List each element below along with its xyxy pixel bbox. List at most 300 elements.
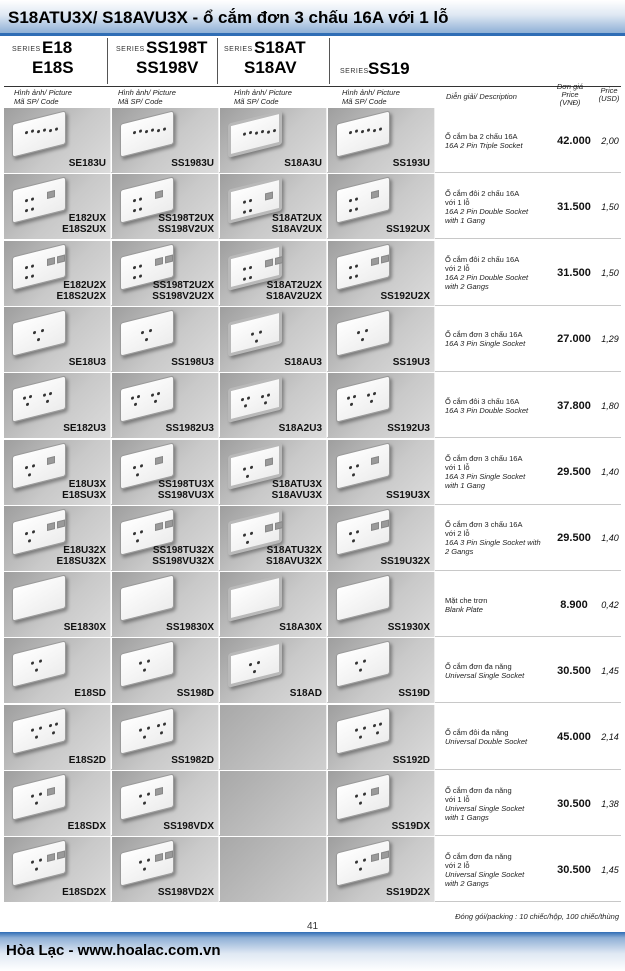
socket-hole <box>350 403 353 407</box>
socket-hole <box>347 396 350 400</box>
product-code <box>388 622 430 633</box>
socket-hole <box>147 859 150 863</box>
price-vnd: 31.500 <box>557 267 591 280</box>
product-code-line: SS198T2U2X <box>152 279 214 291</box>
price-usd: 0,42 <box>601 599 619 610</box>
socket-hole <box>25 532 28 536</box>
socket-hole <box>355 728 358 732</box>
product-code-line: SS1983U <box>171 158 214 169</box>
column-header-picture: Hình ảnh/ Picture <box>14 88 72 97</box>
socket-hole <box>249 131 252 135</box>
column-header-picture: Mã SP/ Code <box>118 97 163 106</box>
socket-hole <box>349 465 352 469</box>
page-title: S18ATU3X/ S18AVU3X - ổ cắm đơn 3 chấu 16A với 1 lỗ <box>8 8 449 27</box>
product-code <box>171 357 214 368</box>
socket-hole <box>373 129 376 133</box>
product-code <box>272 213 322 235</box>
description-vi: với 2 lỗ <box>445 860 470 870</box>
product-code-line: SS192U3 <box>387 423 430 435</box>
socket-hole <box>31 198 34 202</box>
socket-hole <box>267 393 270 397</box>
socket-image <box>12 442 66 489</box>
product-code-line: E18U32X <box>63 544 106 556</box>
price-usd: 1,50 <box>601 201 619 212</box>
footer-text: Hòa Lạc - www.hoalac.com.vn <box>6 942 221 959</box>
product-cell <box>112 108 219 173</box>
product-code-line: S18AV2UX <box>271 224 322 236</box>
product-cell <box>4 307 111 372</box>
product-code <box>152 545 214 567</box>
product-code-line: S18A3U <box>284 158 322 169</box>
table-row <box>4 638 621 703</box>
socket-hole <box>143 801 146 805</box>
packing-note: Đóng gói/packing : 10 chiếc/hộp, 100 chiếc/thùng <box>455 912 619 921</box>
socket-hole <box>249 663 252 667</box>
product-code <box>163 821 214 832</box>
gang-slot <box>155 853 163 862</box>
socket-image <box>12 773 66 820</box>
product-cell <box>112 572 219 637</box>
product-code-line: SS1982D <box>171 754 214 766</box>
product-cell <box>328 174 435 239</box>
product-code <box>74 688 106 699</box>
product-code-line: SS1930X <box>387 622 430 634</box>
socket-hole <box>55 127 58 131</box>
description-vi: Mặt che trơn <box>445 595 488 605</box>
product-code <box>166 622 214 633</box>
column-header-price-vnd: Đơn giá <box>556 82 584 91</box>
product-code-line: SS198VD2X <box>157 887 214 899</box>
socket-hole <box>39 792 42 796</box>
socket-hole <box>363 859 366 863</box>
product-description <box>445 638 555 703</box>
header-divider <box>4 86 621 87</box>
table-row <box>4 108 621 173</box>
socket-hole <box>349 275 352 279</box>
product-cell <box>328 108 435 173</box>
product-code-line: S18AVU3X <box>271 489 322 501</box>
price-usd: 2,14 <box>601 732 619 743</box>
socket-hole <box>373 723 376 727</box>
product-code-line: SS19DX <box>391 821 430 832</box>
series-block <box>338 38 438 84</box>
description-vi: với 1 lỗ <box>445 197 470 207</box>
description-vi: Ổ cắm đôi 2 chấu 16A <box>445 188 520 198</box>
table-row <box>4 572 621 637</box>
socket-image <box>228 110 282 157</box>
description-vi: Ổ cắm đơn đa năng <box>445 851 512 861</box>
socket-hole <box>352 539 355 543</box>
socket-image <box>120 574 174 621</box>
product-code-line: SS198D <box>176 688 214 700</box>
product-cell <box>4 373 111 438</box>
socket-image <box>120 840 174 887</box>
socket-hole <box>37 338 40 342</box>
price-vnd: 27.000 <box>557 333 591 346</box>
socket-hole <box>251 332 254 336</box>
socket-hole <box>147 792 150 796</box>
product-code-line: SS192D <box>392 754 430 766</box>
price-vnd: 29.500 <box>557 466 591 478</box>
product-code <box>177 688 214 699</box>
socket-image <box>336 110 390 157</box>
description-en: 16A 3 Pin Single Socket with <box>445 538 541 548</box>
product-cell <box>220 837 327 902</box>
socket-hole <box>31 794 34 798</box>
product-cell <box>4 108 111 173</box>
socket-hole <box>139 198 142 202</box>
gang-slot <box>155 257 163 266</box>
description-vi: với 1 lỗ <box>445 463 470 472</box>
socket-hole <box>264 401 267 405</box>
product-code-line: SS198U3 <box>171 356 214 368</box>
title-bar <box>0 0 625 36</box>
product-code <box>381 291 430 302</box>
socket-hole <box>243 277 246 281</box>
product-code <box>57 545 106 567</box>
description-vi: Ổ cắm đơn 3 chấu 16A <box>445 520 523 530</box>
socket-hole <box>29 395 32 399</box>
gang-slot <box>381 254 389 263</box>
product-code-line: E18SU3X <box>62 489 106 501</box>
product-cell <box>328 771 435 836</box>
socket-hole <box>133 532 136 536</box>
description-en: Universal Single Socket <box>445 803 525 813</box>
socket-hole <box>31 274 34 278</box>
socket-hole <box>355 264 358 268</box>
price-vnd: 45.000 <box>557 731 591 744</box>
socket-hole <box>49 129 52 133</box>
socket-hole <box>35 735 38 739</box>
product-cell <box>328 705 435 770</box>
product-code <box>386 887 430 898</box>
product-code <box>62 479 106 501</box>
table-row <box>4 241 621 306</box>
socket-hole <box>39 726 42 730</box>
gang-slot <box>371 190 379 199</box>
description-en: 16A 2 Pin Double Socket <box>445 273 529 283</box>
description-vi: Ổ cắm đơn đa năng <box>445 785 512 795</box>
product-cell <box>4 837 111 902</box>
product-cell <box>220 638 327 703</box>
product-code-line: SS1982U3 <box>165 423 214 435</box>
series-name: SS198V <box>136 58 199 77</box>
product-cell <box>220 572 327 637</box>
price-vnd: 29.500 <box>557 532 591 545</box>
socket-hole <box>246 474 249 478</box>
product-code-line: SS19D2X <box>386 887 430 899</box>
product-code <box>69 755 106 766</box>
product-code-line: SE183U <box>68 158 106 169</box>
gang-slot <box>165 851 173 860</box>
product-code <box>69 357 106 368</box>
gang-slot <box>275 521 283 530</box>
product-code <box>57 280 106 302</box>
series-header <box>0 38 625 86</box>
series-block <box>10 38 108 84</box>
socket-hole <box>139 728 142 732</box>
product-code <box>284 357 322 368</box>
product-code <box>393 158 430 169</box>
socket-hole <box>352 472 355 476</box>
description-en: Universal Single Socket <box>445 869 525 879</box>
product-code-line: E18SU32X <box>56 555 106 567</box>
table-row <box>4 440 621 505</box>
product-cell <box>328 307 435 372</box>
gang-slot <box>371 257 379 266</box>
socket-hole <box>243 533 246 537</box>
price-usd: 1,38 <box>601 798 619 809</box>
table-row <box>4 705 621 770</box>
series-name: E18S <box>32 58 74 77</box>
socket-hole <box>355 794 358 798</box>
product-code <box>63 423 106 434</box>
table-row <box>4 373 621 438</box>
socket-image <box>12 110 66 157</box>
gang-slot <box>47 456 55 465</box>
product-code-line: SS198VDX <box>163 821 214 832</box>
socket-hole <box>363 792 366 796</box>
socket-hole <box>349 265 352 269</box>
series-label: SERIES <box>340 68 369 75</box>
product-code-line: SS198V2UX <box>157 224 214 236</box>
product-cell <box>4 506 111 571</box>
description-en: 16A 3 Pin Single Socket <box>445 472 526 481</box>
product-cell <box>4 638 111 703</box>
socket-image <box>12 840 66 887</box>
description-en: Blank Plate <box>445 604 483 614</box>
product-cell <box>112 307 219 372</box>
column-header-price-vnd: Price <box>561 90 579 99</box>
socket-hole <box>261 395 264 399</box>
socket-hole <box>361 338 364 342</box>
socket-hole <box>355 208 358 212</box>
socket-hole <box>31 264 34 268</box>
product-code <box>398 688 430 699</box>
product-code <box>393 357 430 368</box>
product-cell <box>328 572 435 637</box>
product-code-line: S18AV2U2X <box>266 290 322 302</box>
socket-hole <box>356 463 359 467</box>
socket-image <box>120 110 174 157</box>
gang-slot <box>155 522 163 531</box>
series-name: S18AT <box>254 38 306 57</box>
socket-hole <box>363 726 366 730</box>
price-vnd: 30.500 <box>557 797 591 810</box>
socket-hole <box>139 129 142 133</box>
product-code <box>64 622 106 633</box>
socket-hole <box>255 131 258 135</box>
product-code-line: E18SDX <box>67 821 106 832</box>
socket-hole <box>359 735 362 739</box>
socket-hole <box>267 130 270 134</box>
product-code-line: S18A2U3 <box>278 423 322 435</box>
product-code-line: SS198VU32X <box>152 555 214 567</box>
column-header-picture: Hình ảnh/ Picture <box>234 88 292 97</box>
product-code-line: E18S2U2X <box>56 290 106 302</box>
socket-hole <box>246 540 249 544</box>
socket-hole <box>367 128 370 132</box>
socket-hole <box>151 393 154 397</box>
socket-hole <box>139 208 142 212</box>
product-code <box>272 479 322 501</box>
product-code <box>279 622 322 633</box>
socket-image <box>120 375 174 422</box>
price-usd: 1,45 <box>601 665 619 676</box>
product-code <box>171 158 214 169</box>
table-row <box>4 506 621 571</box>
product-description <box>445 440 555 505</box>
socket-hole <box>243 211 246 215</box>
socket-hole <box>139 662 142 666</box>
series-name: S18AV <box>244 58 297 77</box>
socket-hole <box>31 208 34 212</box>
product-cell <box>328 837 435 902</box>
gang-slot <box>381 851 389 860</box>
gang-slot <box>165 519 173 528</box>
product-code-line: S18A30X <box>279 622 322 634</box>
description-vi: với 1 lỗ <box>445 794 470 804</box>
socket-hole <box>355 861 358 865</box>
socket-hole <box>247 396 250 400</box>
description-vi: Ổ cắm đôi 3 chấu 16A <box>445 396 520 406</box>
socket-hole <box>359 801 362 805</box>
socket-image <box>336 840 390 887</box>
socket-hole <box>133 465 136 469</box>
socket-hole <box>26 403 29 407</box>
socket-hole <box>379 722 382 726</box>
socket-hole <box>160 731 163 735</box>
description-vi: Ổ cắm đơn đa năng <box>445 661 512 671</box>
product-description <box>445 373 555 438</box>
socket-hole <box>349 131 352 135</box>
socket-image <box>120 309 174 356</box>
gang-slot <box>265 192 273 201</box>
gang-slot <box>155 787 163 796</box>
socket-hole <box>49 392 52 396</box>
description-vi: Ổ cắm đôi đa năng <box>445 728 509 738</box>
socket-hole <box>139 861 142 865</box>
price-usd: 1,29 <box>601 334 619 345</box>
socket-image <box>12 177 66 224</box>
product-code <box>386 490 430 501</box>
description-en: with 1 Gang <box>445 215 486 225</box>
product-cell <box>328 638 435 703</box>
price-vnd: 42.000 <box>557 134 591 147</box>
product-cell <box>220 440 327 505</box>
socket-hole <box>151 128 154 132</box>
product-code-line: SS192U2X <box>380 290 430 302</box>
product-code <box>266 280 322 302</box>
footer-bar <box>0 932 625 971</box>
socket-hole <box>133 265 136 269</box>
product-cell <box>112 373 219 438</box>
socket-hole <box>147 726 150 730</box>
description-vi: Ổ cắm ba 2 chấu 16A <box>445 131 518 141</box>
socket-image <box>228 641 282 688</box>
table-row <box>4 174 621 239</box>
socket-hole <box>31 728 34 732</box>
product-cell <box>220 241 327 306</box>
socket-hole <box>137 395 140 399</box>
gang-slot <box>47 853 55 862</box>
description-en: 2 Gangs <box>445 547 474 557</box>
description-en: Universal Double Socket <box>445 737 528 747</box>
socket-hole <box>32 530 35 534</box>
price-usd: 1,40 <box>601 533 619 544</box>
series-label: SERIES <box>12 46 41 53</box>
product-code <box>387 423 430 434</box>
product-code-line: S18AVU32X <box>266 555 322 567</box>
socket-hole <box>143 735 146 739</box>
gang-slot <box>371 787 379 796</box>
gang-slot <box>57 519 65 528</box>
product-cell <box>112 771 219 836</box>
socket-hole <box>379 127 382 131</box>
socket-image <box>228 574 282 621</box>
socket-hole <box>243 267 246 271</box>
socket-hole <box>25 199 28 203</box>
product-code-line: E18SD <box>74 688 106 700</box>
socket-hole <box>35 669 38 673</box>
product-description <box>445 572 555 637</box>
socket-hole <box>255 339 258 343</box>
description-en: 16A 3 Pin Double Socket <box>445 405 529 415</box>
socket-hole <box>355 662 358 666</box>
socket-hole <box>157 723 160 727</box>
socket-hole <box>373 392 376 396</box>
socket-hole <box>149 329 152 333</box>
socket-hole <box>140 530 143 534</box>
product-code-line: SS19D <box>398 688 430 700</box>
product-cell <box>220 373 327 438</box>
product-code <box>171 755 214 766</box>
column-header-price-usd: Price <box>600 86 618 95</box>
description-vi: với 2 lỗ <box>445 264 470 274</box>
product-cell <box>4 572 111 637</box>
product-code <box>284 158 322 169</box>
socket-image <box>336 773 390 820</box>
product-cell <box>328 506 435 571</box>
product-code <box>279 423 322 434</box>
product-cell <box>220 307 327 372</box>
product-cell <box>220 771 327 836</box>
socket-image <box>120 773 174 820</box>
socket-hole <box>349 209 352 213</box>
gang-slot <box>47 257 55 266</box>
socket-image <box>12 375 66 422</box>
socket-hole <box>35 868 38 872</box>
product-code-line: E18S2D <box>68 754 106 766</box>
socket-hole <box>31 129 34 133</box>
description-en: 16A 2 Pin Double Socket <box>445 206 529 216</box>
table-row <box>4 307 621 372</box>
price-vnd: 30.500 <box>557 863 591 876</box>
product-description <box>445 174 555 239</box>
gang-slot <box>155 456 163 465</box>
socket-hole <box>376 731 379 735</box>
socket-hole <box>139 264 142 268</box>
socket-hole <box>41 329 44 333</box>
product-code-line: S18AT2UX <box>272 213 322 225</box>
socket-hole <box>134 403 137 407</box>
socket-hole <box>23 396 26 400</box>
product-cell <box>112 241 219 306</box>
socket-hole <box>355 274 358 278</box>
price-usd: 1,50 <box>601 268 619 279</box>
description-en: with 1 Gang <box>445 481 486 490</box>
product-description <box>445 307 555 372</box>
